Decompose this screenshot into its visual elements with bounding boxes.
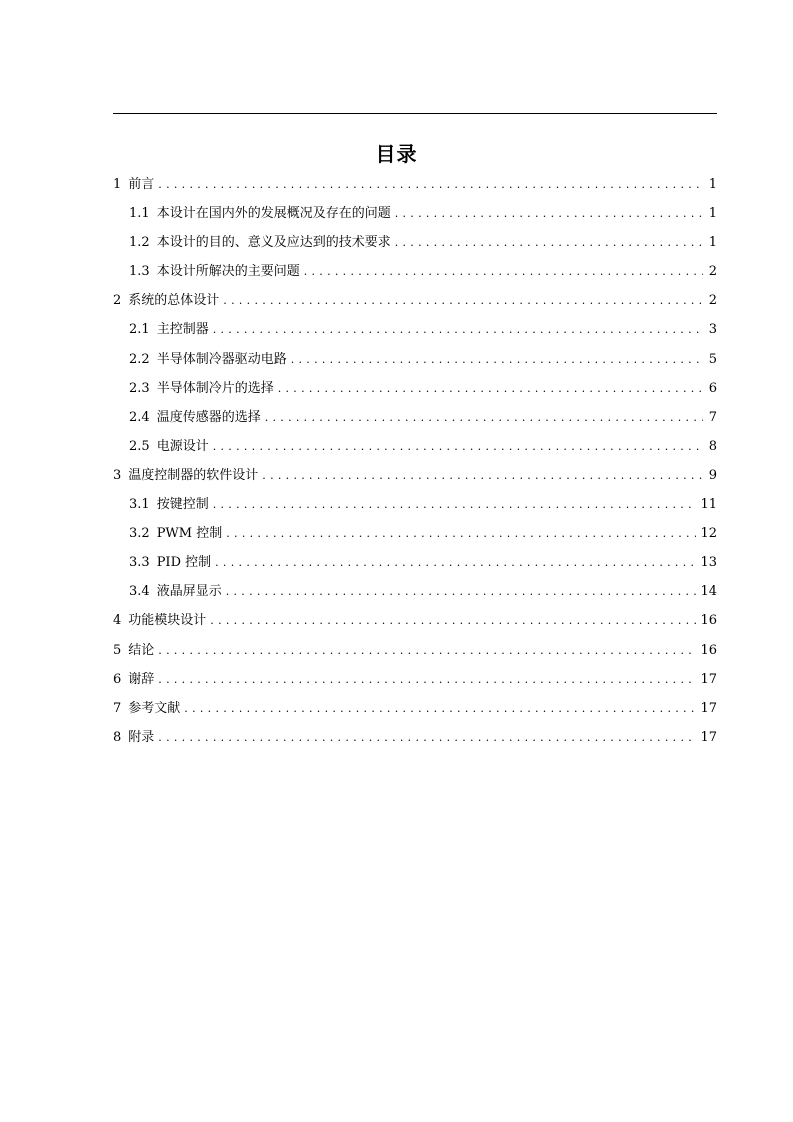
toc-entry-number: 6 xyxy=(113,671,122,687)
toc-entry[interactable] xyxy=(113,173,717,202)
toc-entry-number: 8 xyxy=(113,729,122,745)
toc-entry-number: 5 xyxy=(113,642,122,658)
dot-leader xyxy=(213,435,703,458)
toc-entry-page: 14 xyxy=(700,584,717,600)
toc-entry-number: 2 xyxy=(113,293,122,309)
toc-entry-title: 功能模块设计 xyxy=(128,613,207,629)
toc-entry[interactable] xyxy=(113,231,717,260)
toc-entry-page: 16 xyxy=(700,642,717,658)
toc-entry-number: 2.4 xyxy=(129,409,150,425)
toc-entry-number: 3.2 xyxy=(129,526,150,542)
toc-entry-page: 3 xyxy=(708,322,717,338)
toc-entry[interactable] xyxy=(113,522,717,551)
toc-entry-title: 结论 xyxy=(128,642,155,658)
toc-entry[interactable] xyxy=(113,318,717,347)
toc-entry[interactable] xyxy=(113,260,717,289)
toc-entry[interactable] xyxy=(113,493,717,522)
toc-entry-page: 9 xyxy=(708,467,717,483)
toc-entry-page: 8 xyxy=(708,438,717,454)
dot-leader xyxy=(262,464,703,487)
toc-entry-title: 温度控制器的软件设计 xyxy=(128,467,259,483)
toc-entry-title: 温度传感器的选择 xyxy=(156,409,261,425)
toc-entry-page: 2 xyxy=(708,293,717,309)
dot-leader xyxy=(395,231,703,254)
toc-entry-title: 本设计在国内外的发展概况及存在的问题 xyxy=(156,206,391,222)
toc-entry-title: 电源设计 xyxy=(156,438,209,454)
toc-entry-number: 2.2 xyxy=(129,351,150,367)
toc-entry-page: 1 xyxy=(708,235,717,251)
toc-entry-number: 2.1 xyxy=(129,322,150,338)
toc-entry-title: 按键控制 xyxy=(156,497,209,513)
toc-entry-page: 12 xyxy=(700,526,717,542)
toc-entry-page: 1 xyxy=(708,206,717,222)
dot-leader xyxy=(158,173,703,196)
toc-entry-page: 11 xyxy=(700,497,717,513)
header-rule xyxy=(113,113,717,114)
dot-leader xyxy=(226,522,696,545)
toc-entry-title: 半导体制冷器驱动电路 xyxy=(156,351,287,367)
toc-entry-title: 液晶屏显示 xyxy=(156,584,222,600)
dot-leader xyxy=(304,260,703,283)
toc-entry[interactable] xyxy=(113,726,717,755)
dot-leader xyxy=(213,318,703,341)
toc-entry[interactable] xyxy=(113,609,717,638)
toc-entry-page: 16 xyxy=(700,613,717,629)
dot-leader xyxy=(215,551,696,574)
toc-entry-number: 1.1 xyxy=(129,206,150,222)
dot-leader xyxy=(213,493,697,516)
toc-entry[interactable] xyxy=(113,348,717,377)
dot-leader xyxy=(395,202,703,225)
toc-entry-number: 2.3 xyxy=(129,380,150,396)
toc-entry[interactable] xyxy=(113,464,717,493)
dot-leader xyxy=(291,348,703,371)
toc-entry-number: 3.4 xyxy=(129,584,150,600)
toc-entry-page: 17 xyxy=(700,700,717,716)
toc-entry-number: 3 xyxy=(113,467,122,483)
toc-entry-title: PID 控制 xyxy=(156,555,212,571)
toc-entry-number: 1 xyxy=(113,177,122,192)
toc-entry-number: 3.3 xyxy=(129,555,150,571)
toc-entry[interactable] xyxy=(113,639,717,668)
toc-title: 目录 xyxy=(375,142,418,166)
toc-entry[interactable] xyxy=(113,377,717,406)
toc-entry[interactable] xyxy=(113,668,717,697)
toc-entry[interactable] xyxy=(113,697,717,726)
toc-entry[interactable] xyxy=(113,435,717,464)
dot-leader xyxy=(278,377,703,400)
toc-entry-number: 2.5 xyxy=(129,438,150,454)
toc-entry[interactable] xyxy=(113,551,717,580)
toc-entry-number: 7 xyxy=(113,700,122,716)
dot-leader xyxy=(265,406,703,429)
toc-entry-title: 系统的总体设计 xyxy=(128,293,220,309)
toc-entry-number: 3.1 xyxy=(129,497,150,513)
toc-entry-title: 谢辞 xyxy=(128,671,155,687)
toc-entry-page: 13 xyxy=(700,555,717,571)
toc-entry[interactable] xyxy=(113,406,717,435)
toc-entry-number: 4 xyxy=(113,613,122,629)
dot-leader xyxy=(158,639,696,662)
toc-entry-title: 附录 xyxy=(128,729,155,745)
toc-entry-number: 1.2 xyxy=(129,235,150,251)
dot-leader xyxy=(184,697,696,720)
dot-leader xyxy=(158,726,696,749)
dot-leader xyxy=(158,668,696,691)
toc-entry-number: 1.3 xyxy=(129,264,150,280)
toc-entry-page: 1 xyxy=(708,177,717,192)
toc-entry-title: 半导体制冷片的选择 xyxy=(156,380,274,396)
toc-entry-title: 参考文献 xyxy=(128,700,181,716)
toc-entry-page: 17 xyxy=(700,729,717,745)
toc-list xyxy=(113,173,717,755)
toc-entry[interactable] xyxy=(113,289,717,318)
toc-entry-title: 本设计的目的、意义及应达到的技术要求 xyxy=(156,235,391,251)
toc-entry-title: 主控制器 xyxy=(156,322,209,338)
dot-leader xyxy=(226,580,697,603)
toc-entry-title: PWM 控制 xyxy=(156,526,223,542)
toc-entry-page: 7 xyxy=(708,409,717,425)
toc-entry-page: 17 xyxy=(700,671,717,687)
toc-entry-page: 2 xyxy=(708,264,717,280)
dot-leader xyxy=(210,609,696,632)
toc-entry-title: 前言 xyxy=(128,177,155,192)
dot-leader xyxy=(223,289,703,312)
toc-entry-page: 6 xyxy=(708,380,717,396)
toc-entry-title: 本设计所解决的主要问题 xyxy=(156,264,300,280)
toc-entry[interactable] xyxy=(113,580,717,609)
toc-entry[interactable] xyxy=(113,202,717,231)
toc-entry-page: 5 xyxy=(708,351,717,367)
